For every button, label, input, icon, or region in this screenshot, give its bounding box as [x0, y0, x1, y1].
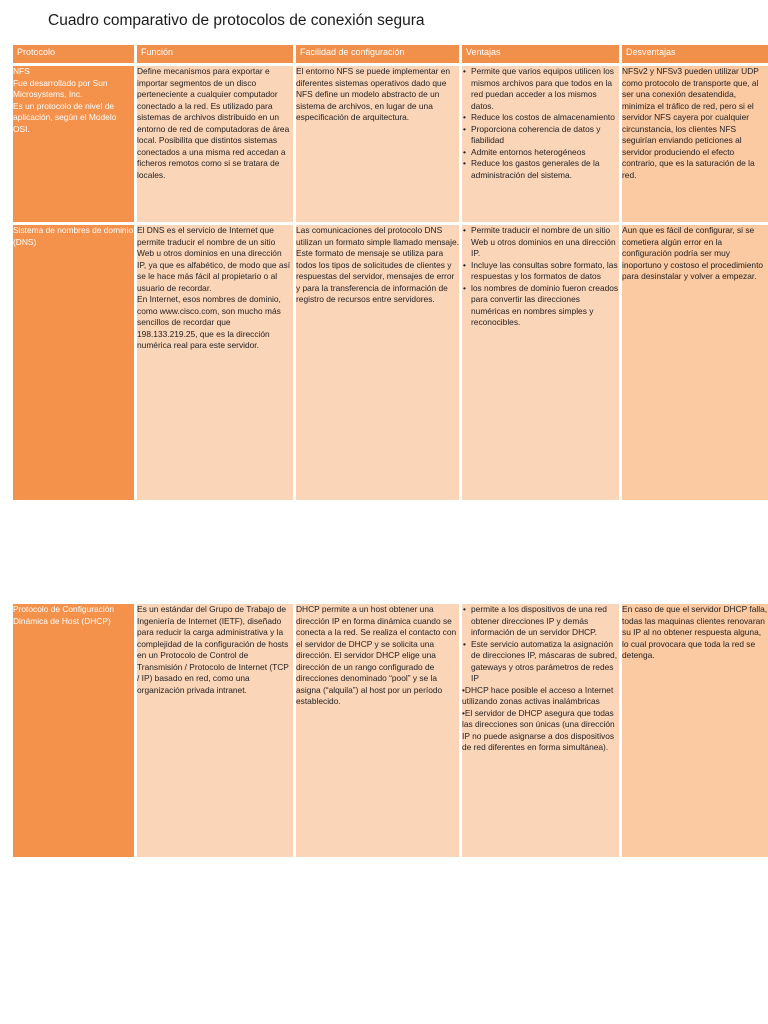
page-title: Cuadro comparativo de protocolos de conexión segura [48, 12, 425, 29]
comparison-table [13, 45, 768, 500]
comparison-table-dhcp [13, 604, 768, 857]
